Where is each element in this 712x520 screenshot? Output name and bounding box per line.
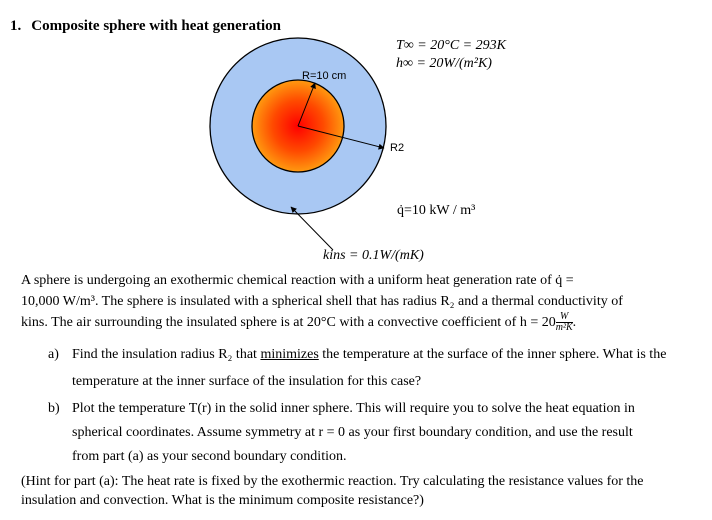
question-a-letter: a) — [48, 347, 59, 362]
question-a-line-2: temperature at the inner surface of the insulation for this case? — [72, 374, 422, 389]
question-b-letter: b) — [48, 401, 60, 416]
problem-number: 1. — [10, 18, 22, 34]
problem-statement — [21, 270, 701, 333]
inner-radius-label: R=10 cm — [302, 70, 347, 82]
outer-radius-label: R2 — [390, 142, 405, 154]
ambient-temperature: T∞ = 20°C = 293K — [396, 38, 506, 53]
heat-generation-label: q̇=10 kW / m³ — [397, 203, 476, 218]
question-a: a) Find the insulation radius R₂ that minimizes the temperature at the surface of the inner sphere. What is the — [48, 344, 666, 366]
hint — [21, 472, 644, 510]
statement-line-2: 10,000 W/m³. The sphere is insulated with a spherical shell that has radius R₂ and a thermal conductivity of — [21, 294, 623, 309]
statement-line-3: kins. The air surrounding the insulated sphere is at 20°C with a convective coefficient of h = 20 $\frac{W}{\text{m²K}}$ . — [21, 311, 577, 334]
units-fraction: $\frac{W}{\text{m²K}}$ — [555, 311, 573, 334]
question-b-line-2: spherical coordinates. Assume symmetry at r = 0 as your first boundary condition, and use the result — [72, 425, 633, 440]
question-b: b) Plot the temperature T(r) in the solid inner sphere. This will require you to solve the heat equation in — [48, 398, 635, 420]
question-b-line-3: from part (a) as your second boundary condition. — [72, 449, 347, 464]
insulation-conductivity-label: kins = 0.1W/(mK) — [323, 248, 424, 263]
hint-line-2: insulation and convection. What is the minimum composite resistance?) — [21, 493, 424, 508]
problem-title-text: Composite sphere with heat generation — [31, 18, 281, 34]
hint-line-1: (Hint for part (a): The heat rate is fixed by the exothermic reaction. Try calculating the resistance values for the — [21, 474, 644, 489]
minimizes-underlined: minimizes — [260, 347, 319, 362]
convection-coefficient: h∞ = 20W/(m²K) — [396, 56, 492, 71]
statement-line-1: A sphere is undergoing an exothermic chemical reaction with a uniform heat generation rate of q̇ = — [21, 273, 574, 288]
